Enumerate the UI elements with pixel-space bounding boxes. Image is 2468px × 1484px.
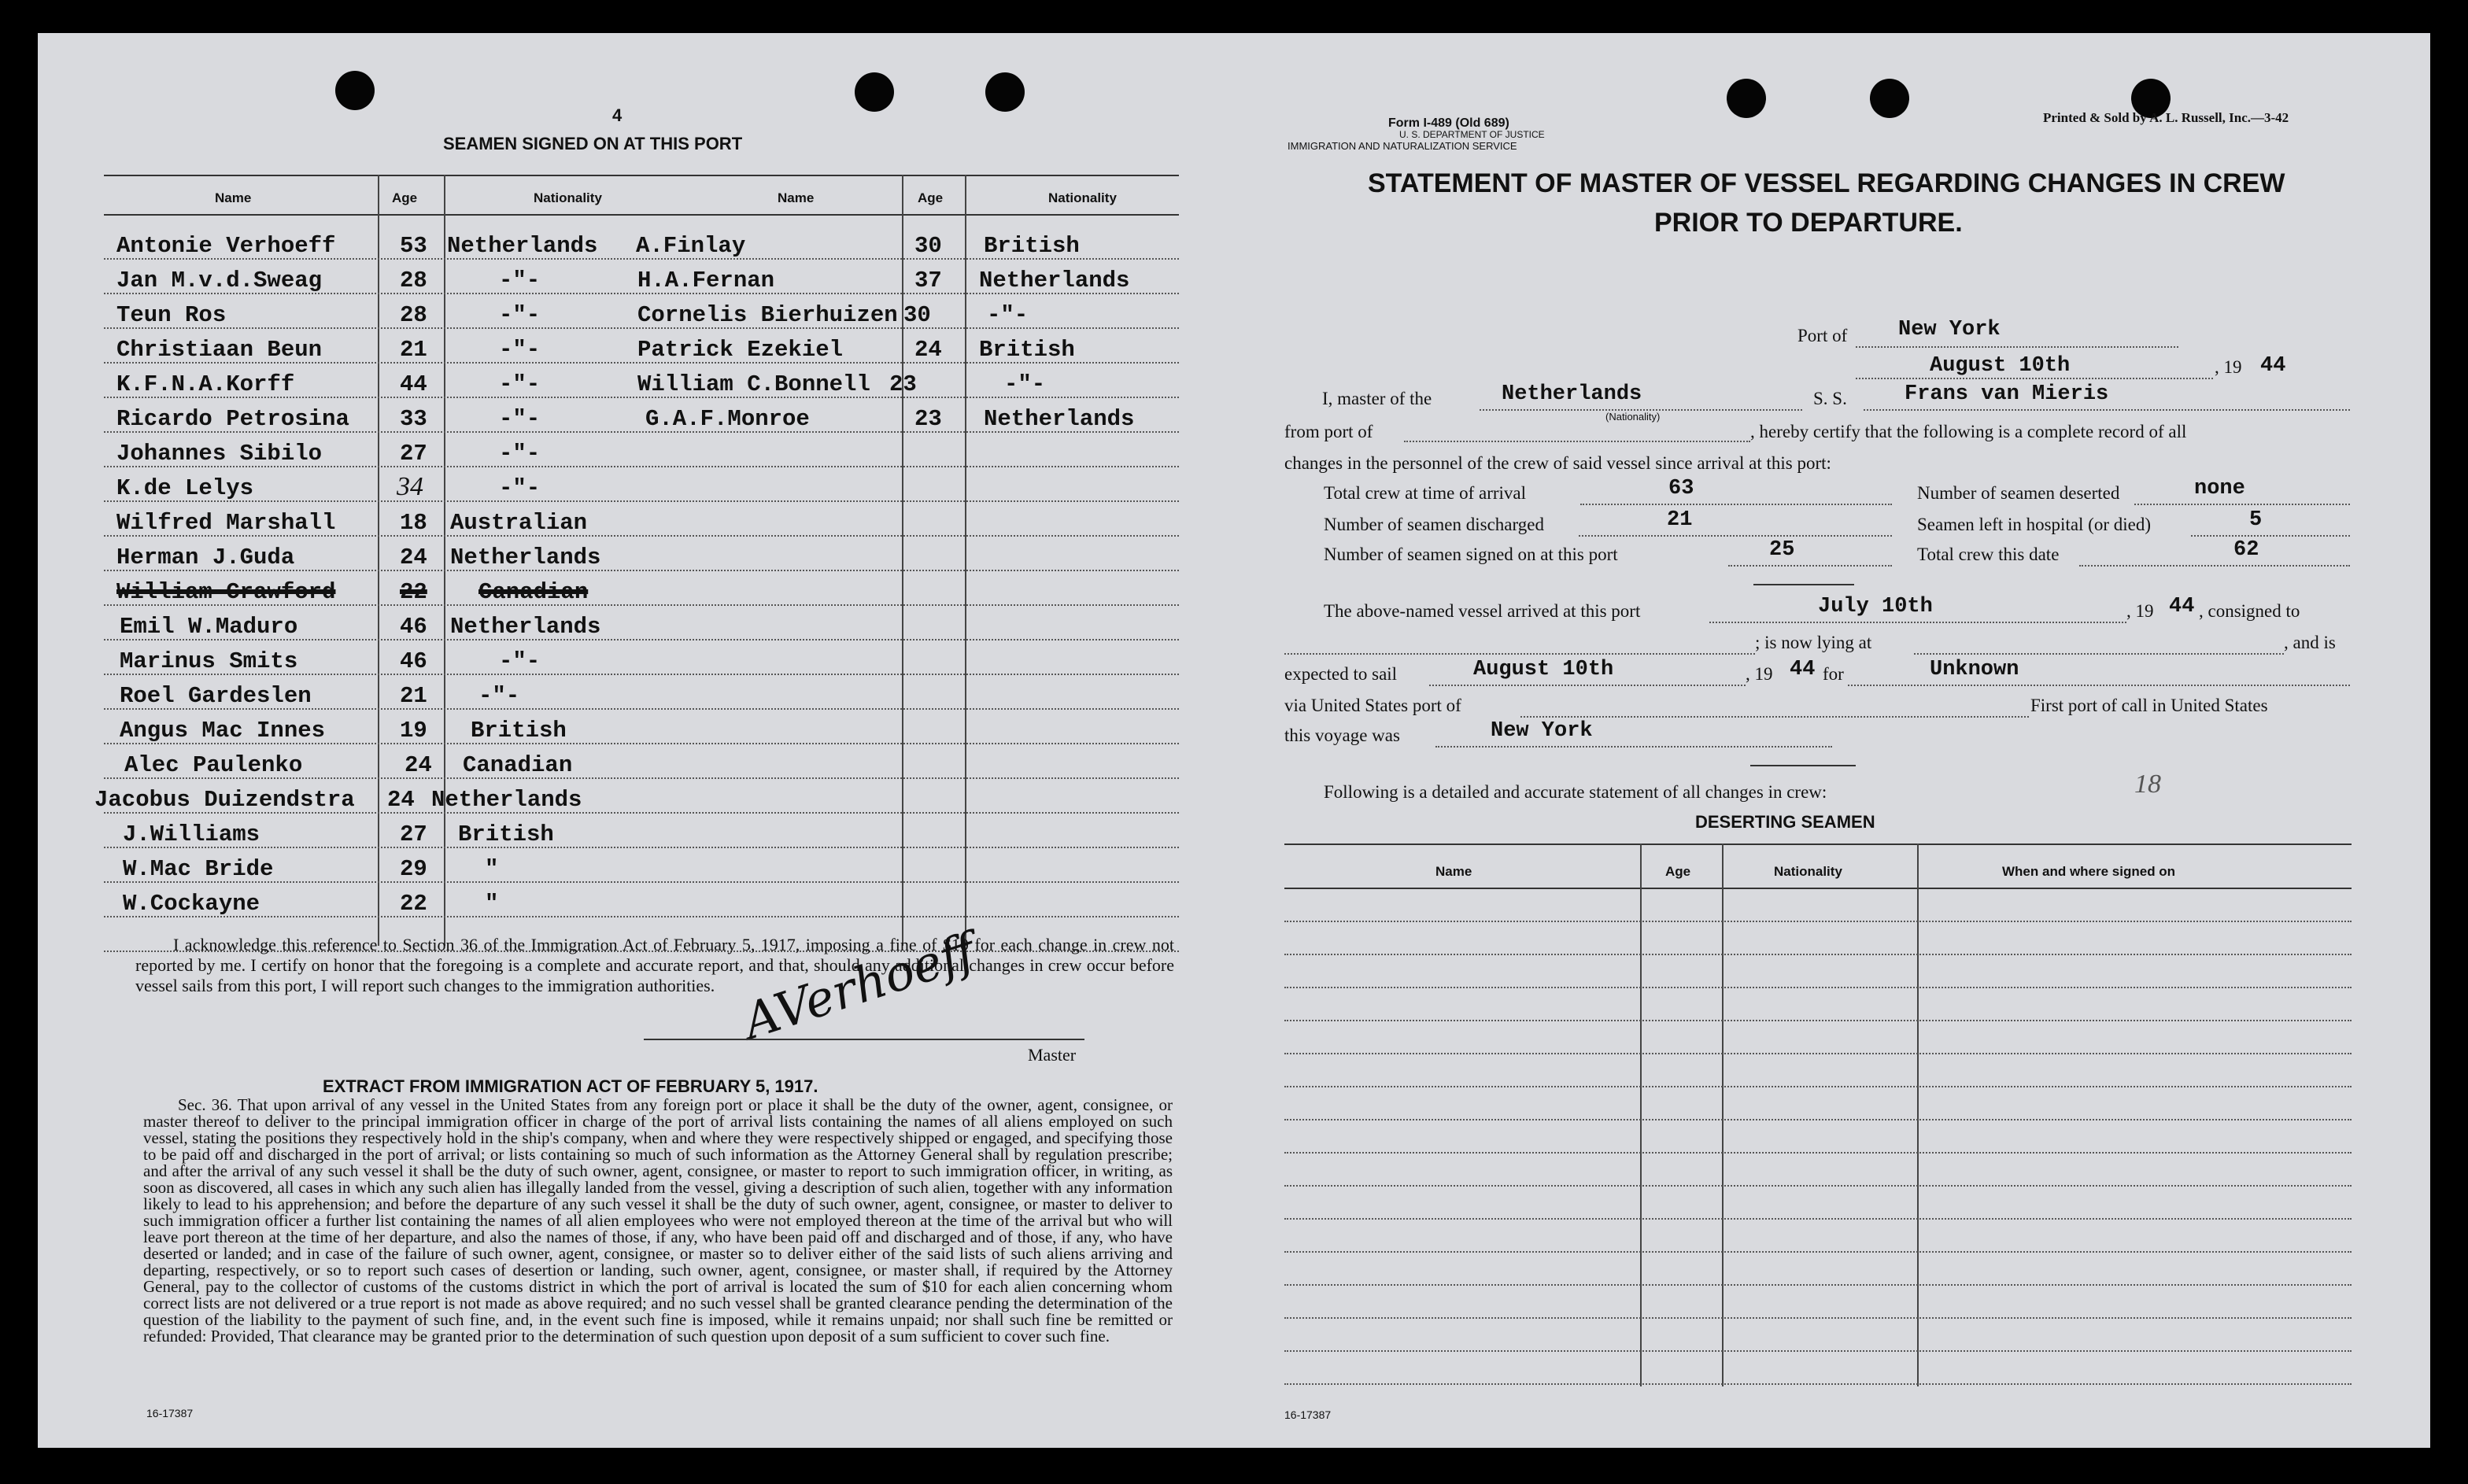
page-number: 4 [612, 105, 623, 125]
seaman-age: 27 [400, 441, 427, 467]
row-divider [1284, 1383, 2352, 1385]
seaman-age: 22 [400, 891, 427, 917]
right-form-code: 16-17387 [1284, 1408, 1332, 1421]
row-divider [104, 847, 1179, 848]
master-of-label: I, master of the [1322, 389, 1432, 408]
destination-value: Unknown [1930, 658, 2019, 681]
seaman-name: Alec Paulenko [124, 752, 303, 778]
seaman-name: Herman J.Guda [116, 545, 295, 570]
punch-hole [335, 71, 375, 110]
seaman-name: Jan M.v.d.Sweag [116, 268, 323, 293]
seaman-nationality: Netherlands [984, 406, 1135, 432]
seaman-age: 27 [400, 821, 427, 847]
row-divider [1284, 954, 2352, 955]
seaman-age: 53 [400, 233, 427, 259]
master-label: Master [1028, 1045, 1077, 1065]
extract-text: Sec. 36. That upon arrival of any vessel in the United States from any foreign port or place it shall be the duty of the owner, agent, consignee, or master thereof to deliver to the principal immigration officer in charge of the port of arrival lists containing the names of all aliens employed on such vessel, stating the positions they respectively hold in the ship's company, when and where they were respectively shipped or engaged, and specifying those to be paid off and discharged in the port of arrival; or lists containing so much of such information as the Attorney General shall by regulation prescribe; and after the arrival of any such vessel it shall be the duty of such owner, agent, consignee, or master to report to such immigration officer, in writing, as soon as discovered, all cases in which any such alien has illegally landed from the vessel, giving a description of such alien, together with any information likely to lead to his apprehension; and before the departure of any such vessel it shall be the duty of such owner, agent, consignee, or master to deliver to such immigration officer a further list containing the names of all alien employees who were not employed thereon at the time of the arrival but who will leave port thereon at the time of her departure, and also the names of those, if any, who have been paid off and discharged and of those, if any, who have deserted or landed; and in case of the failure of such owner, agent, consignee, or master so to deliver either of the said lists of such aliens arriving and departing, respectively, or so to report such cases of desertion or landing, such owner, agent, consignee, or master shall, if required by the Attorney General, pay to the collector of customs of the customs district in which the port of arrival is located the sum of $10 for each alien concerning whom correct lists are not delivered or a true report is not made as above required; and no such vessel shall be granted clearance pending the determination of the question of the liability to the payment of such fine, and, in the event such fine is imposed, while it remains unpaid; nor shall such fine be remitted or refunded: Provided, That clearance may be granted prior to the determination of such question upon deposit of a sum sufficient to cover such fine. [143, 1095, 1173, 1346]
arrived-year-prefix: , 19 [2126, 601, 2154, 621]
seaman-age: 18 [400, 510, 427, 536]
sail-date-value: August 10th [1473, 658, 1614, 681]
seaman-age: 44 [400, 371, 427, 397]
arrived-year-value: 44 [2169, 595, 2195, 618]
seaman-name: H.A.Fernan [637, 268, 775, 293]
des-header-name: Name [1435, 864, 1472, 879]
col-header-age: Age [392, 190, 418, 205]
row-divider [1284, 1350, 2352, 1352]
following-label: Following is a detailed and accurate statement of all changes in crew: [1324, 782, 1827, 802]
seaman-nationality: Netherlands [450, 545, 601, 570]
seaman-name: Cornelis Bierhuizen [637, 302, 898, 328]
deserting-title: DESERTING SEAMEN [1695, 812, 1875, 832]
statement-title: STATEMENT OF MASTER OF VESSEL REGARDING CHANGES IN CREW [1368, 168, 2285, 198]
seaman-nationality: British [984, 233, 1080, 259]
left-title: SEAMEN SIGNED ON AT THIS PORT [443, 134, 743, 153]
seaman-age: 33 [400, 406, 427, 432]
statement-subtitle: PRIOR TO DEPARTURE. [1654, 208, 1963, 238]
seaman-age: 29 [400, 856, 427, 882]
total-crew-date-label: Total crew this date [1917, 545, 2060, 564]
seaman-nationality: -"- [1004, 371, 1046, 397]
seaman-nationality: -"- [987, 302, 1029, 328]
des-header-nationality: Nationality [1774, 864, 1842, 879]
seaman-name: Roel Gardeslen [120, 683, 312, 709]
extract-title: EXTRACT FROM IMMIGRATION ACT OF FEBRUARY 5, 1917. [323, 1076, 818, 1096]
deserted-label: Number of seamen deserted [1917, 483, 2120, 503]
seaman-name: K.F.N.A.Korff [116, 371, 295, 397]
sail-year-value: 44 [1790, 658, 1816, 681]
seaman-name: Johannes Sibilo [116, 441, 323, 467]
seaman-age: 30 [903, 302, 931, 328]
signed-on-value: 25 [1769, 538, 1795, 562]
total-crew-arrival-value: 63 [1668, 477, 1694, 500]
seaman-age: 21 [400, 683, 427, 709]
voyage-value: New York [1491, 719, 1593, 743]
punch-hole [1727, 79, 1766, 118]
acknowledgement-text: I acknowledge this reference to Section 36 of the Immigration Act of February 5, 1917, imposing a fine of $10 for each change in crew not reported by me. I certify on honor that the foregoing is a complete and accurate report, and that, should any additional changes in crew occur before vessel sails from this port, I will report such changes to the immigration authorities. [135, 935, 1174, 995]
seaman-nationality: -"- [499, 268, 541, 293]
seaman-name: A.Finlay [636, 233, 746, 259]
seaman-age: 24 [387, 787, 415, 813]
date-value: August 10th [1930, 354, 2071, 378]
col-header-age: Age [918, 190, 944, 205]
des-header-age: Age [1665, 864, 1691, 879]
seaman-name: Antonie Verhoeff [116, 233, 336, 259]
seaman-name: Wilfred Marshall [116, 510, 336, 536]
document-sheet [38, 33, 2430, 1448]
signed-on-label: Number of seamen signed on at this port [1324, 545, 1618, 564]
seaman-nationality: -"- [499, 441, 541, 467]
seaman-nationality: -"- [499, 337, 541, 363]
seaman-age: 23 [914, 406, 942, 432]
ship-name-value: Frans van Mieris [1905, 382, 2109, 406]
voyage-label: this voyage was [1284, 725, 1400, 745]
punch-hole [1870, 79, 1909, 118]
seaman-nationality: -"- [478, 683, 520, 709]
seaman-name: Christiaan Beun [116, 337, 323, 363]
lying-label: ; is now lying at [1755, 633, 1872, 652]
printer-credit: Printed & Sold by A. L. Russell, Inc.—3-42 [2043, 110, 2289, 125]
seaman-age: 19 [400, 718, 427, 744]
discharged-value: 21 [1667, 508, 1693, 532]
seaman-age: 30 [914, 233, 942, 259]
seaman-nationality: Netherlands [431, 787, 582, 813]
row-divider [1284, 1053, 2352, 1054]
and-is-label: , and is [2284, 633, 2336, 652]
seaman-nationality: Netherlands [450, 614, 601, 640]
department: U. S. DEPARTMENT OF JUSTICE [1399, 129, 1545, 140]
seaman-name: J.Williams [123, 821, 260, 847]
seaman-name: William C.Bonnell [637, 371, 870, 397]
row-divider [1284, 1218, 2352, 1220]
row-divider [1284, 1185, 2352, 1187]
seaman-name: Emil W.Maduro [120, 614, 298, 640]
struck-seaman-nationality: Canadian [478, 579, 589, 605]
seaman-age: 23 [889, 371, 917, 397]
year-value: 44 [2260, 354, 2286, 378]
seaman-nationality: Canadian [463, 752, 573, 778]
total-crew-arrival-label: Total crew at time of arrival [1324, 483, 1527, 503]
col-header-nationality: Nationality [1048, 190, 1117, 205]
seaman-age: 21 [400, 337, 427, 363]
seaman-nationality: -"- [499, 371, 541, 397]
sail-year-prefix: , 19 [1746, 664, 1773, 684]
hospital-label: Seamen left in hospital (or died) [1917, 515, 2152, 534]
row-divider [1284, 921, 2352, 922]
port-of-value: New York [1898, 318, 2001, 341]
col-header-name: Name [215, 190, 252, 205]
col-header-name: Name [778, 190, 815, 205]
row-divider [104, 916, 1179, 917]
seaman-age: 34 [397, 472, 423, 501]
seaman-name: W.Cockayne [123, 891, 260, 917]
seaman-age: 28 [400, 302, 427, 328]
hospital-value: 5 [2249, 508, 2263, 532]
row-divider [104, 500, 1179, 502]
punch-hole [985, 72, 1025, 112]
seaman-nationality: " [485, 891, 499, 917]
seaman-age: 37 [914, 268, 942, 293]
seaman-age: 46 [400, 614, 427, 640]
certify-text: , hereby certify that the following is a complete record of all [1750, 422, 2187, 441]
col-header-nationality: Nationality [534, 190, 602, 205]
deserted-value: none [2194, 477, 2245, 500]
seaman-name: G.A.F.Monroe [645, 406, 810, 432]
expected-label: expected to sail [1284, 664, 1398, 684]
seaman-nationality: Netherlands [447, 233, 598, 259]
seaman-nationality: Netherlands [979, 268, 1130, 293]
year-prefix: , 19 [2215, 357, 2242, 377]
row-divider [1284, 1152, 2352, 1154]
seaman-name: Marinus Smits [120, 648, 298, 674]
seaman-name: Patrick Ezekiel [637, 337, 844, 363]
for-label: for [1823, 664, 1844, 684]
consigned-label: , consigned to [2199, 601, 2300, 621]
from-port-label: from port of [1284, 422, 1373, 441]
seaman-age: 24 [405, 752, 432, 778]
service: IMMIGRATION AND NATURALIZATION SERVICE [1288, 140, 1517, 152]
changes-text: changes in the personnel of the crew of said vessel since arrival at this port: [1284, 453, 1831, 473]
seaman-nationality: British [471, 718, 567, 744]
discharged-label: Number of seamen discharged [1324, 515, 1544, 534]
seaman-nationality: -"- [499, 475, 541, 501]
row-divider [1284, 1086, 2352, 1087]
seaman-age: 24 [400, 545, 427, 570]
row-divider [1284, 987, 2352, 988]
row-divider [1284, 1119, 2352, 1120]
seaman-nationality: -"- [499, 648, 541, 674]
nationality-value: Netherlands [1502, 382, 1642, 406]
struck-seaman-name: William Crawford [116, 579, 336, 605]
nationality-caption: (Nationality) [1605, 411, 1661, 423]
seaman-name: Angus Mac Innes [120, 718, 326, 744]
seaman-name: W.Mac Bride [123, 856, 274, 882]
struck-seaman-age: 22 [400, 579, 427, 605]
row-divider [1284, 1317, 2352, 1319]
seaman-name: Teun Ros [116, 302, 227, 328]
row-divider [1284, 1251, 2352, 1253]
row-divider [1284, 1284, 2352, 1286]
seaman-nationality: " [485, 856, 499, 882]
first-port-label: First port of call in United States [2030, 696, 2268, 715]
seaman-nationality: British [979, 337, 1075, 363]
form-number: Form I-489 (Old 689) [1388, 116, 1509, 130]
seaman-name: K.de Lelys [116, 475, 254, 501]
row-divider [1284, 1020, 2352, 1021]
seaman-nationality: British [458, 821, 554, 847]
arrived-label: The above-named vessel arrived at this port [1324, 601, 1641, 621]
seaman-nationality: -"- [499, 302, 541, 328]
punch-hole [855, 72, 894, 112]
seaman-nationality: Australian [450, 510, 588, 536]
seaman-age: 46 [400, 648, 427, 674]
seaman-age: 24 [914, 337, 942, 363]
via-label: via United States port of [1284, 696, 1461, 715]
port-of-label: Port of [1797, 326, 1848, 345]
left-form-code: 16-17387 [146, 1407, 194, 1419]
arrived-date-value: July 10th [1818, 595, 1933, 618]
master-signature: AVerhoeff [736, 921, 983, 1050]
des-header-when-where: When and where signed on [2002, 864, 2176, 879]
total-crew-date-value: 62 [2233, 538, 2259, 562]
handwritten-margin-note: 18 [2134, 770, 2161, 799]
seaman-nationality: -"- [499, 406, 541, 432]
seaman-name: Ricardo Petrosina [116, 406, 349, 432]
seaman-name: Jacobus Duizendstra [94, 787, 355, 813]
seaman-age: 28 [400, 268, 427, 293]
ss-label: S. S. [1813, 389, 1847, 408]
